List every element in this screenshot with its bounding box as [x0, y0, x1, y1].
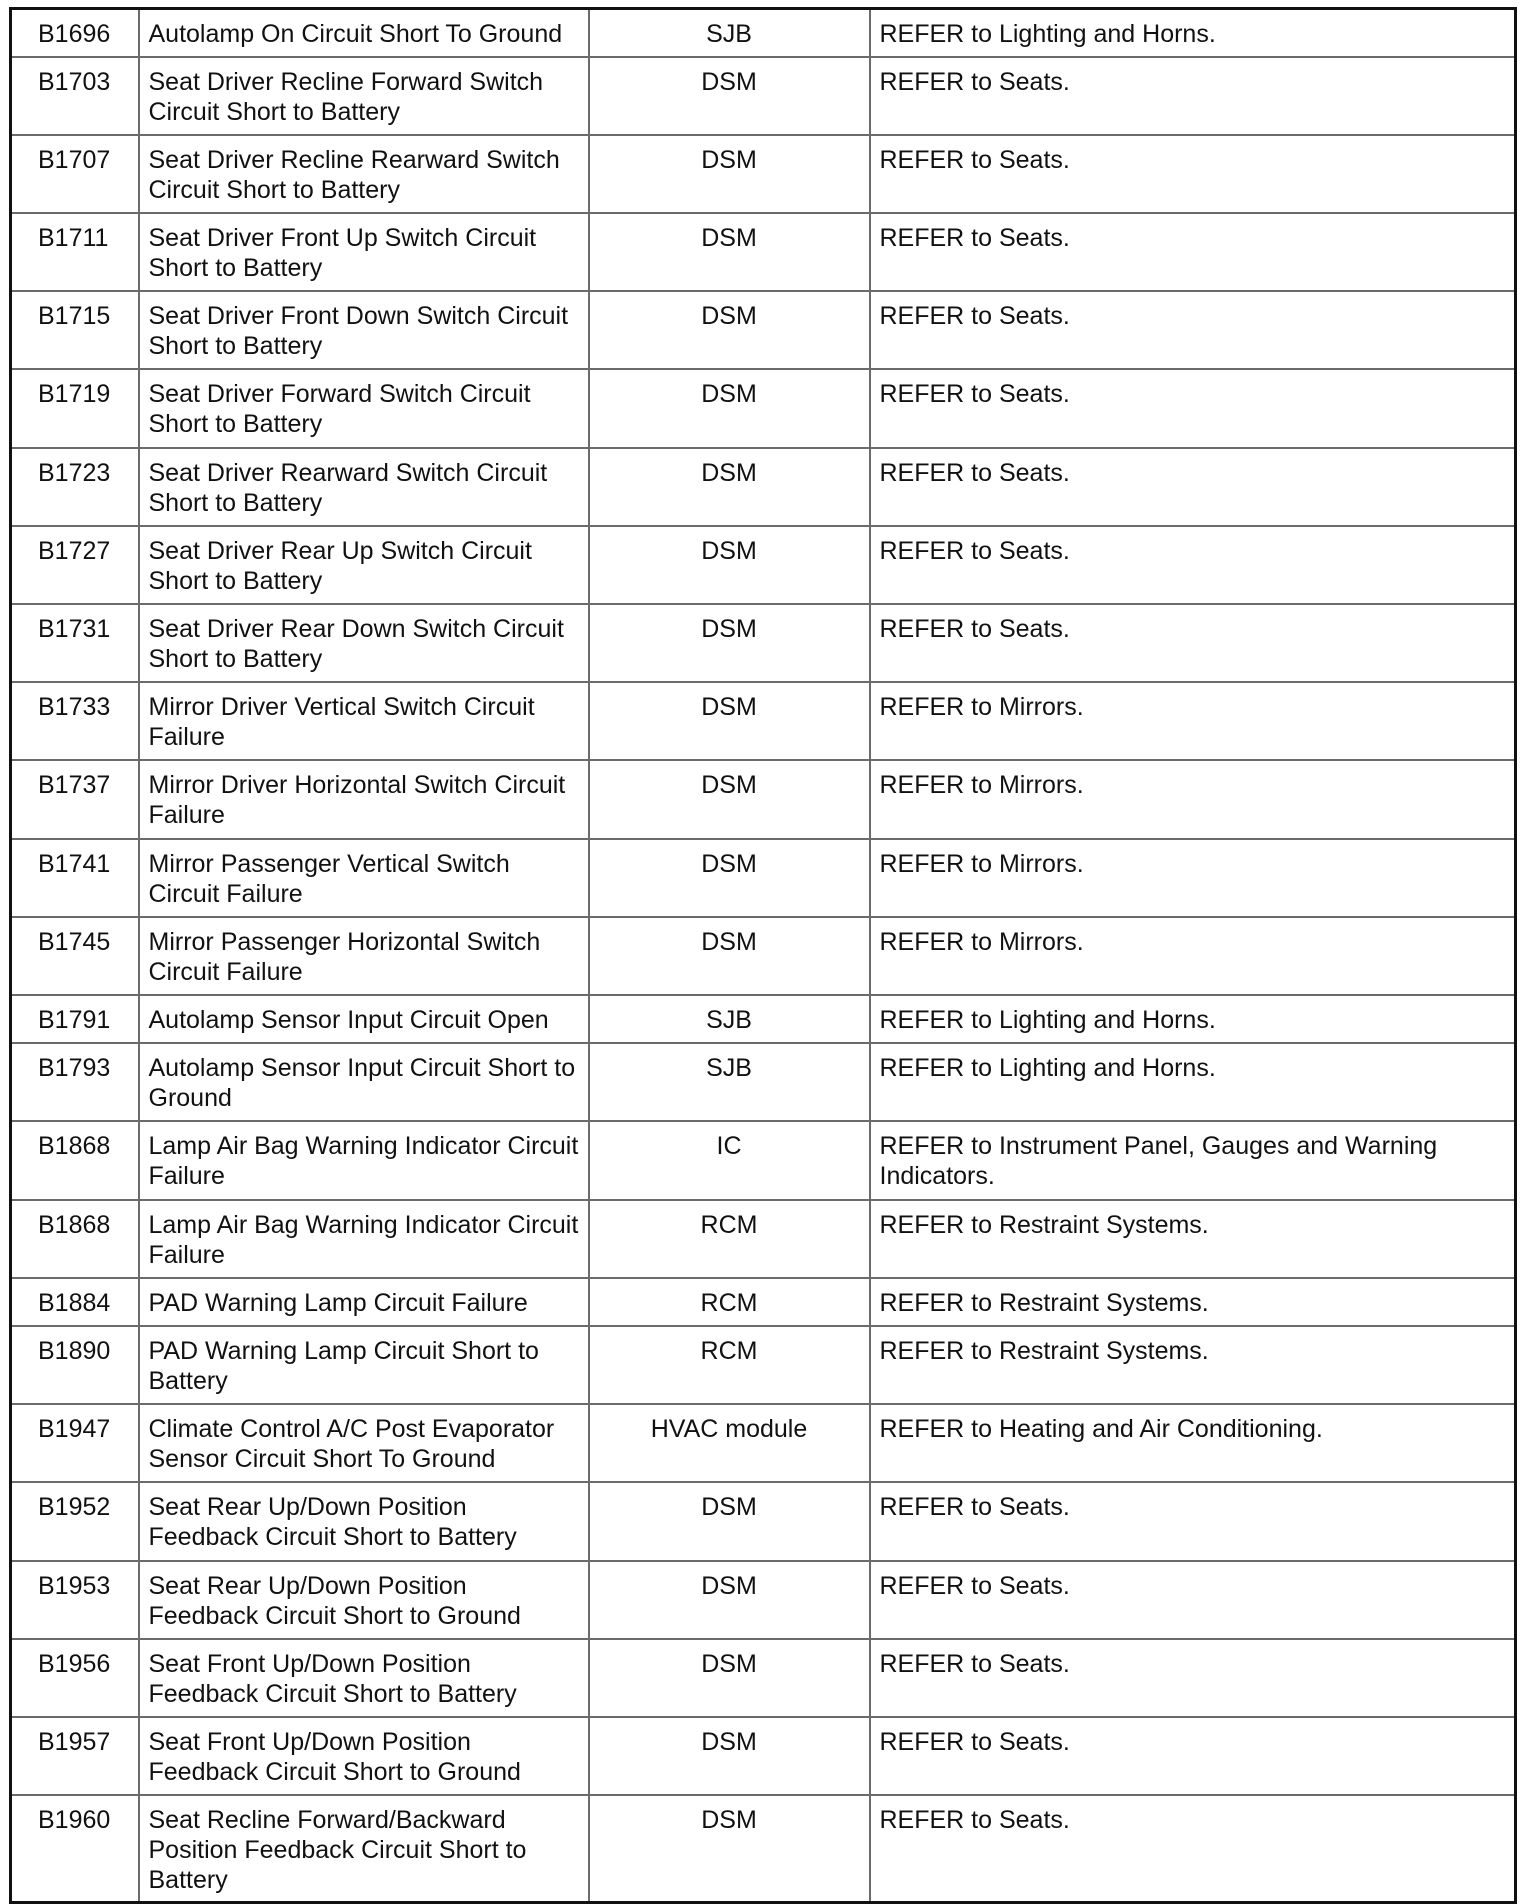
dtc-description: Seat Driver Front Down Switch Circuit Short to Battery [139, 291, 589, 369]
dtc-description: Mirror Passenger Horizontal Switch Circuit Failure [139, 917, 589, 995]
dtc-action: REFER to Seats. [870, 291, 1516, 369]
dtc-code: B1745 [11, 917, 139, 995]
dtc-module: DSM [589, 369, 870, 447]
dtc-code: B1707 [11, 135, 139, 213]
dtc-module: RCM [589, 1326, 870, 1404]
dtc-description: Lamp Air Bag Warning Indicator Circuit Failure [139, 1200, 589, 1278]
dtc-module: SJB [589, 995, 870, 1043]
dtc-description: Autolamp Sensor Input Circuit Open [139, 995, 589, 1043]
dtc-module: DSM [589, 448, 870, 526]
table-row [11, 1482, 1516, 1560]
dtc-module: SJB [589, 9, 870, 57]
dtc-module: DSM [589, 839, 870, 917]
dtc-module: DSM [589, 604, 870, 682]
dtc-description: Seat Rear Up/Down Position Feedback Circuit Short to Battery [139, 1482, 589, 1560]
dtc-code: B1953 [11, 1561, 139, 1639]
dtc-code: B1741 [11, 839, 139, 917]
table-row [11, 1795, 1516, 1902]
dtc-module: DSM [589, 1795, 870, 1902]
table-row [11, 917, 1516, 995]
dtc-description: Seat Front Up/Down Position Feedback Circuit Short to Battery [139, 1639, 589, 1717]
dtc-description: PAD Warning Lamp Circuit Short to Battery [139, 1326, 589, 1404]
dtc-code: B1947 [11, 1404, 139, 1482]
dtc-code: B1696 [11, 9, 139, 57]
dtc-table-body [11, 9, 1516, 1903]
dtc-code: B1723 [11, 448, 139, 526]
dtc-description: Lamp Air Bag Warning Indicator Circuit Failure [139, 1121, 589, 1199]
dtc-code: B1719 [11, 369, 139, 447]
dtc-module: DSM [589, 1639, 870, 1717]
table-row [11, 1200, 1516, 1278]
dtc-description: Seat Driver Forward Switch Circuit Short to Battery [139, 369, 589, 447]
dtc-action: REFER to Seats. [870, 448, 1516, 526]
dtc-description: Mirror Driver Vertical Switch Circuit Failure [139, 682, 589, 760]
table-row [11, 682, 1516, 760]
dtc-code: B1956 [11, 1639, 139, 1717]
table-row [11, 213, 1516, 291]
dtc-code: B1868 [11, 1121, 139, 1199]
dtc-module: DSM [589, 1482, 870, 1560]
dtc-module: DSM [589, 57, 870, 135]
dtc-description: Mirror Passenger Vertical Switch Circuit Failure [139, 839, 589, 917]
dtc-description: Seat Driver Recline Rearward Switch Circuit Short to Battery [139, 135, 589, 213]
dtc-action: REFER to Seats. [870, 369, 1516, 447]
dtc-code: B1957 [11, 1717, 139, 1795]
dtc-module: RCM [589, 1200, 870, 1278]
table-row [11, 604, 1516, 682]
table-row [11, 369, 1516, 447]
dtc-action: REFER to Seats. [870, 1561, 1516, 1639]
dtc-module: DSM [589, 291, 870, 369]
dtc-code: B1952 [11, 1482, 139, 1560]
dtc-action: REFER to Restraint Systems. [870, 1278, 1516, 1326]
dtc-code: B1711 [11, 213, 139, 291]
dtc-action: REFER to Mirrors. [870, 682, 1516, 760]
dtc-action: REFER to Heating and Air Conditioning. [870, 1404, 1516, 1482]
dtc-action: REFER to Restraint Systems. [870, 1326, 1516, 1404]
table-row [11, 9, 1516, 57]
dtc-action: REFER to Mirrors. [870, 839, 1516, 917]
dtc-description: Seat Driver Rearward Switch Circuit Short to Battery [139, 448, 589, 526]
dtc-action: REFER to Mirrors. [870, 917, 1516, 995]
dtc-description: Seat Front Up/Down Position Feedback Circuit Short to Ground [139, 1717, 589, 1795]
dtc-action: REFER to Seats. [870, 526, 1516, 604]
dtc-code: B1791 [11, 995, 139, 1043]
dtc-module: HVAC module [589, 1404, 870, 1482]
dtc-description: Seat Driver Rear Down Switch Circuit Short to Battery [139, 604, 589, 682]
dtc-description: Mirror Driver Horizontal Switch Circuit Failure [139, 760, 589, 838]
dtc-description: Seat Driver Recline Forward Switch Circuit Short to Battery [139, 57, 589, 135]
dtc-code: B1793 [11, 1043, 139, 1121]
table-row [11, 1278, 1516, 1326]
dtc-code: B1731 [11, 604, 139, 682]
dtc-code: B1727 [11, 526, 139, 604]
dtc-action: REFER to Instrument Panel, Gauges and Warning Indicators. [870, 1121, 1516, 1199]
dtc-action: REFER to Seats. [870, 1639, 1516, 1717]
dtc-action: REFER to Lighting and Horns. [870, 1043, 1516, 1121]
dtc-module: DSM [589, 1561, 870, 1639]
dtc-action: REFER to Mirrors. [870, 760, 1516, 838]
dtc-module: DSM [589, 213, 870, 291]
dtc-code: B1737 [11, 760, 139, 838]
dtc-code: B1715 [11, 291, 139, 369]
table-row [11, 448, 1516, 526]
table-row [11, 1639, 1516, 1717]
table-row [11, 839, 1516, 917]
dtc-table [9, 7, 1517, 1904]
dtc-action: REFER to Seats. [870, 213, 1516, 291]
dtc-action: REFER to Seats. [870, 135, 1516, 213]
dtc-action: REFER to Lighting and Horns. [870, 995, 1516, 1043]
dtc-description: Autolamp On Circuit Short To Ground [139, 9, 589, 57]
dtc-module: DSM [589, 682, 870, 760]
dtc-code: B1890 [11, 1326, 139, 1404]
table-row [11, 1717, 1516, 1795]
table-row [11, 995, 1516, 1043]
dtc-description: Climate Control A/C Post Evaporator Sensor Circuit Short To Ground [139, 1404, 589, 1482]
dtc-description: Seat Driver Front Up Switch Circuit Short to Battery [139, 213, 589, 291]
dtc-action: REFER to Restraint Systems. [870, 1200, 1516, 1278]
dtc-code: B1703 [11, 57, 139, 135]
table-row [11, 760, 1516, 838]
dtc-code: B1960 [11, 1795, 139, 1902]
dtc-description: Seat Recline Forward/Backward Position Feedback Circuit Short to Battery [139, 1795, 589, 1902]
dtc-code: B1868 [11, 1200, 139, 1278]
dtc-module: DSM [589, 917, 870, 995]
dtc-module: DSM [589, 135, 870, 213]
dtc-module: DSM [589, 760, 870, 838]
dtc-code: B1733 [11, 682, 139, 760]
table-row [11, 57, 1516, 135]
dtc-module: IC [589, 1121, 870, 1199]
dtc-action: REFER to Seats. [870, 604, 1516, 682]
dtc-description: Autolamp Sensor Input Circuit Short to Ground [139, 1043, 589, 1121]
table-row [11, 1043, 1516, 1121]
dtc-module: RCM [589, 1278, 870, 1326]
dtc-action: REFER to Seats. [870, 57, 1516, 135]
dtc-description: Seat Driver Rear Up Switch Circuit Short to Battery [139, 526, 589, 604]
dtc-code: B1884 [11, 1278, 139, 1326]
dtc-description: Seat Rear Up/Down Position Feedback Circuit Short to Ground [139, 1561, 589, 1639]
dtc-action: REFER to Seats. [870, 1795, 1516, 1902]
table-row [11, 1121, 1516, 1199]
table-row [11, 526, 1516, 604]
dtc-module: DSM [589, 1717, 870, 1795]
table-row [11, 291, 1516, 369]
dtc-action: REFER to Seats. [870, 1717, 1516, 1795]
dtc-module: SJB [589, 1043, 870, 1121]
table-row [11, 1404, 1516, 1482]
table-row [11, 135, 1516, 213]
dtc-module: DSM [589, 526, 870, 604]
dtc-action: REFER to Lighting and Horns. [870, 9, 1516, 57]
table-row [11, 1561, 1516, 1639]
dtc-description: PAD Warning Lamp Circuit Failure [139, 1278, 589, 1326]
table-row [11, 1326, 1516, 1404]
dtc-action: REFER to Seats. [870, 1482, 1516, 1560]
